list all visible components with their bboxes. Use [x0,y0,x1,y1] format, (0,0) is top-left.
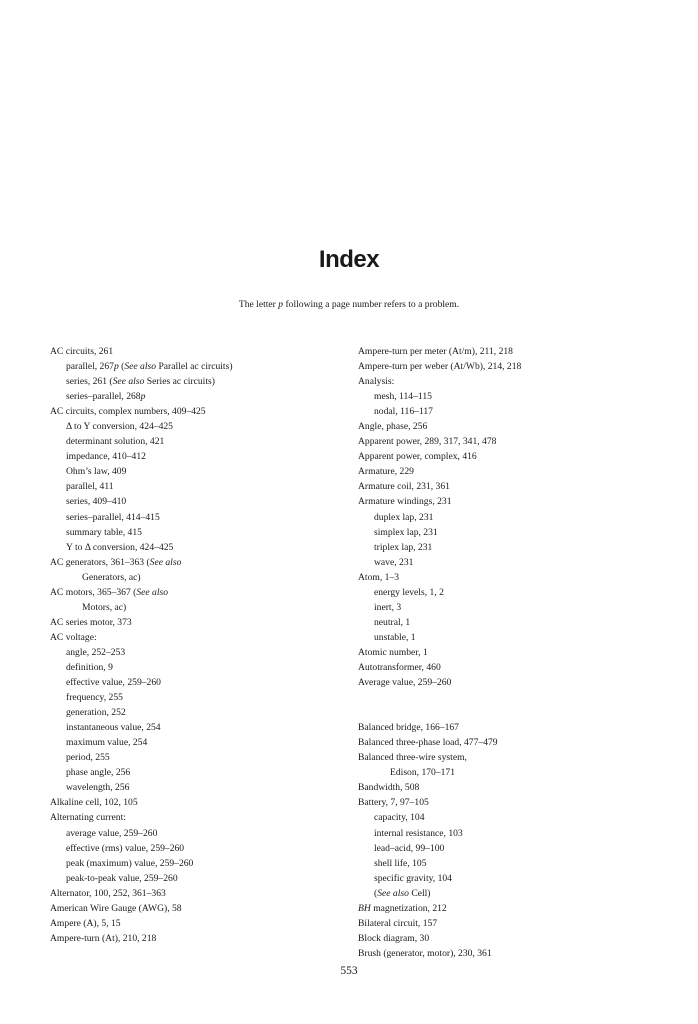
index-subentry [50,419,350,434]
index-entry-text: series–parallel, 268 [66,391,141,403]
index-entry-text: wavelength, 256 [66,782,130,794]
index-entry-text: AC circuits, 261 [50,346,114,357]
index-entry [358,570,658,585]
index-column-right [358,344,658,961]
index-entry [358,464,658,479]
index-entry-text: Alternator, 100, 252, 361–363 [50,887,166,899]
index-subentry [358,810,658,825]
index-entry-text: Balanced three-wire system, [358,752,467,764]
index-entry [50,585,350,600]
index-entry [358,419,658,434]
index-entry-italic-text: p [140,391,146,403]
index-subentry [50,765,350,780]
index-subentry [358,510,658,525]
index-entry-text: mesh, 114–115 [374,391,432,403]
index-entry [358,359,658,374]
index-entry-text: Parallel ac circuits) [156,361,233,373]
intro-text-after: following a page number refers to a problem. [283,299,460,310]
index-entry-text: generation, 252 [66,707,126,719]
index-entry-text: American Wire Gauge (AWG), 58 [50,902,182,914]
index-entry-text: Balanced bridge, 166–167 [358,722,459,734]
index-entry-text: angle, 252–253 [66,646,126,658]
index-entry [50,901,350,916]
index-entry-text: summary table, 415 [66,526,142,538]
index-subentry [50,494,350,509]
index-subentry [358,555,658,570]
index-entry-text: AC voltage: [50,631,97,643]
index-entry-italic-text: See also [149,556,182,568]
index-subentry [358,871,658,886]
index-subentry [50,525,350,540]
index-entry-text: series, 261 ( [66,376,113,388]
index-subentry [50,841,350,856]
index-subentry [50,750,350,765]
index-entry [358,494,658,509]
index-subentry [358,585,658,600]
index-entry-text: Autotransformer, 460 [358,661,441,673]
index-entry [50,404,350,419]
index-entry-text: parallel, 267 [66,361,114,373]
index-entry-text: Battery, 7, 97–105 [358,797,429,809]
index-entry-text: AC motors, 365–367 ( [50,586,137,598]
index-entry-text: specific gravity, 104 [374,872,452,884]
index-entry-text: average value, 259–260 [66,827,158,839]
index-entry [50,795,350,810]
index-entry-text: Ohm’s law, 409 [66,466,127,478]
index-subentry [50,540,350,555]
index-subentry [50,871,350,886]
index-entry-text: AC series motor, 373 [50,616,132,628]
index-entry-text: nodal, 116–117 [374,406,433,418]
index-entry [50,615,350,630]
index-subentry [358,404,658,419]
page-number: 553 [340,965,358,977]
index-subentry [50,660,350,675]
index-entry [358,675,658,690]
index-entry-text: magnetization, 212 [370,902,447,914]
index-entry-text: series–parallel, 414–415 [66,511,160,523]
index-entry-italic-text: See also [136,586,169,598]
index-subentry [50,675,350,690]
index-subentry [50,374,350,389]
index-entry-text: Alternating current: [50,812,126,824]
index-subentry [50,600,350,615]
index-subentry [358,525,658,540]
index-entry [50,916,350,931]
index-subentry [50,570,350,585]
intro-text-before: The letter [238,299,279,310]
index-entry-text: Series ac circuits) [144,376,215,388]
index-entry [358,901,658,916]
index-subentry [50,720,350,735]
index-entry [358,479,658,494]
index-entry-text: impedance, 410–412 [66,451,146,463]
index-entry-italic-text: BH [358,902,371,914]
section-gap [358,705,658,720]
index-subentry [50,434,350,449]
index-subentry [358,765,658,780]
index-subentry [50,389,350,404]
index-entry [358,946,658,961]
index-entry [50,810,350,825]
index-entry-text: shell life, 105 [374,857,427,869]
index-entry-text: Bilateral circuit, 157 [358,917,438,929]
index-subentry [50,826,350,841]
index-entry-italic-text: See also [124,361,157,373]
index-entry-text: Alkaline cell, 102, 105 [50,797,138,809]
index-entry-text: Motors, ac) [82,601,127,613]
index-entry [50,630,350,645]
index-entry-text: Ampere (A), 5, 15 [50,917,121,929]
index-entry-text: unstable, 1 [374,631,416,643]
index-subentry [50,645,350,660]
index-entry [358,735,658,750]
index-entry-text: Apparent power, 289, 317, 341, 478 [358,436,497,448]
index-entry-text: Average value, 259–260 [358,677,452,689]
index-entry-text: wave, 231 [374,556,414,568]
index-entry-text: neutral, 1 [374,616,411,628]
index-subentry [50,510,350,525]
index-subentry [358,540,658,555]
index-entry [358,916,658,931]
index-subentry [50,780,350,795]
index-subentry [50,464,350,479]
index-entry-text: Ampere-turn per meter (At/m), 211, 218 [358,346,513,357]
index-entry-text: Brush (generator, motor), 230, 361 [358,947,492,959]
index-subentry [50,479,350,494]
index-entry [358,720,658,735]
index-entry-text: peak-to-peak value, 259–260 [66,872,178,884]
index-entry-text: parallel, 411 [66,481,114,493]
index-entry [358,344,658,359]
index-subentry [358,856,658,871]
index-entry-text: period, 255 [66,752,110,764]
index-entry-text: Atom, 1–3 [358,571,400,583]
index-entry-text: phase angle, 256 [66,767,131,779]
index-entry-text: Analysis: [358,376,395,388]
index-entry-text: inert, 3 [374,601,402,613]
index-entry-text: energy levels, 1, 2 [374,586,444,598]
index-entry [50,555,350,570]
index-entry-text: Ampere-turn per weber (At/Wb), 214, 218 [358,361,522,373]
index-entry-text: Edison, 170–171 [390,767,456,779]
index-subentry [50,449,350,464]
index-entry-text: ( [374,887,378,899]
index-entry-text: Atomic number, 1 [358,646,428,658]
index-entry-text: determinant solution, 421 [66,436,165,448]
index-entry [358,780,658,795]
index-entry-text: Y to Δ conversion, 424–425 [66,541,174,553]
index-column-left [50,344,350,946]
index-entry-text: simplex lap, 231 [374,526,438,538]
index-subentry [50,705,350,720]
index-intro-note [0,298,698,312]
index-entry-text: Block diagram, 30 [358,932,430,944]
index-entry-text: maximum value, 254 [66,737,148,749]
index-entry-text: Cell) [408,887,431,899]
index-entry [50,931,350,946]
index-entry [358,434,658,449]
index-entry [50,344,350,359]
index-entry-text: Armature coil, 231, 361 [358,481,450,493]
index-entry-text: effective value, 259–260 [66,677,161,689]
index-subentry [358,826,658,841]
index-entry [358,795,658,810]
index-entry-italic-text: See also [377,887,409,899]
index-entry-text: Generators, ac) [82,571,141,583]
index-entry-text: series, 409–410 [66,496,127,508]
index-subentry [358,841,658,856]
intro-letter-p: p [278,299,284,310]
index-subentry [50,856,350,871]
index-entry [358,449,658,464]
index-subentry [50,735,350,750]
index-entry-text: lead–acid, 99–100 [374,842,445,854]
index-entry-text: Bandwidth, 508 [358,782,420,794]
index-entry-text: effective (rms) value, 259–260 [66,842,185,854]
page-title: Index [318,246,380,273]
index-entry-text: Armature windings, 231 [358,496,452,508]
index-entry [50,886,350,901]
index-entry-text: Apparent power, complex, 416 [358,451,477,463]
index-entry-text: internal resistance, 103 [374,827,463,839]
index-subentry [50,359,350,374]
index-subentry [50,690,350,705]
index-entry-text: peak (maximum) value, 259–260 [66,857,194,869]
index-entry [358,374,658,389]
index-subentry [358,615,658,630]
section-gap [358,690,658,705]
index-entry [358,660,658,675]
index-entry-text: triplex lap, 231 [374,541,433,553]
index-subentry [358,886,658,901]
index-entry-italic-text: See also [112,376,145,388]
index-subentry [358,389,658,404]
index-entry-text: ( [118,361,125,373]
index-entry-text: frequency, 255 [66,692,123,704]
index-entry [358,645,658,660]
index-subentry [358,630,658,645]
index-entry-text: instantaneous value, 254 [66,722,161,734]
index-entry-italic-text: p [113,361,119,373]
index-entry-text: Balanced three-phase load, 477–479 [358,737,498,749]
index-entry-text: capacity, 104 [374,812,425,824]
index-entry-text: AC circuits, complex numbers, 409–425 [50,406,206,418]
index-entry [358,750,658,765]
index-entry-text: Angle, phase, 256 [358,421,428,433]
index-subentry [358,600,658,615]
index-entry-text: Δ to Y conversion, 424–425 [66,421,173,433]
index-entry [358,931,658,946]
index-entry-text: duplex lap, 231 [374,511,434,523]
index-entry-text: Ampere-turn (At), 210, 218 [50,932,157,944]
index-entry-text: Armature, 229 [358,466,414,478]
index-entry-text: definition, 9 [66,661,113,673]
index-entry-text: AC generators, 361–363 ( [50,556,150,568]
